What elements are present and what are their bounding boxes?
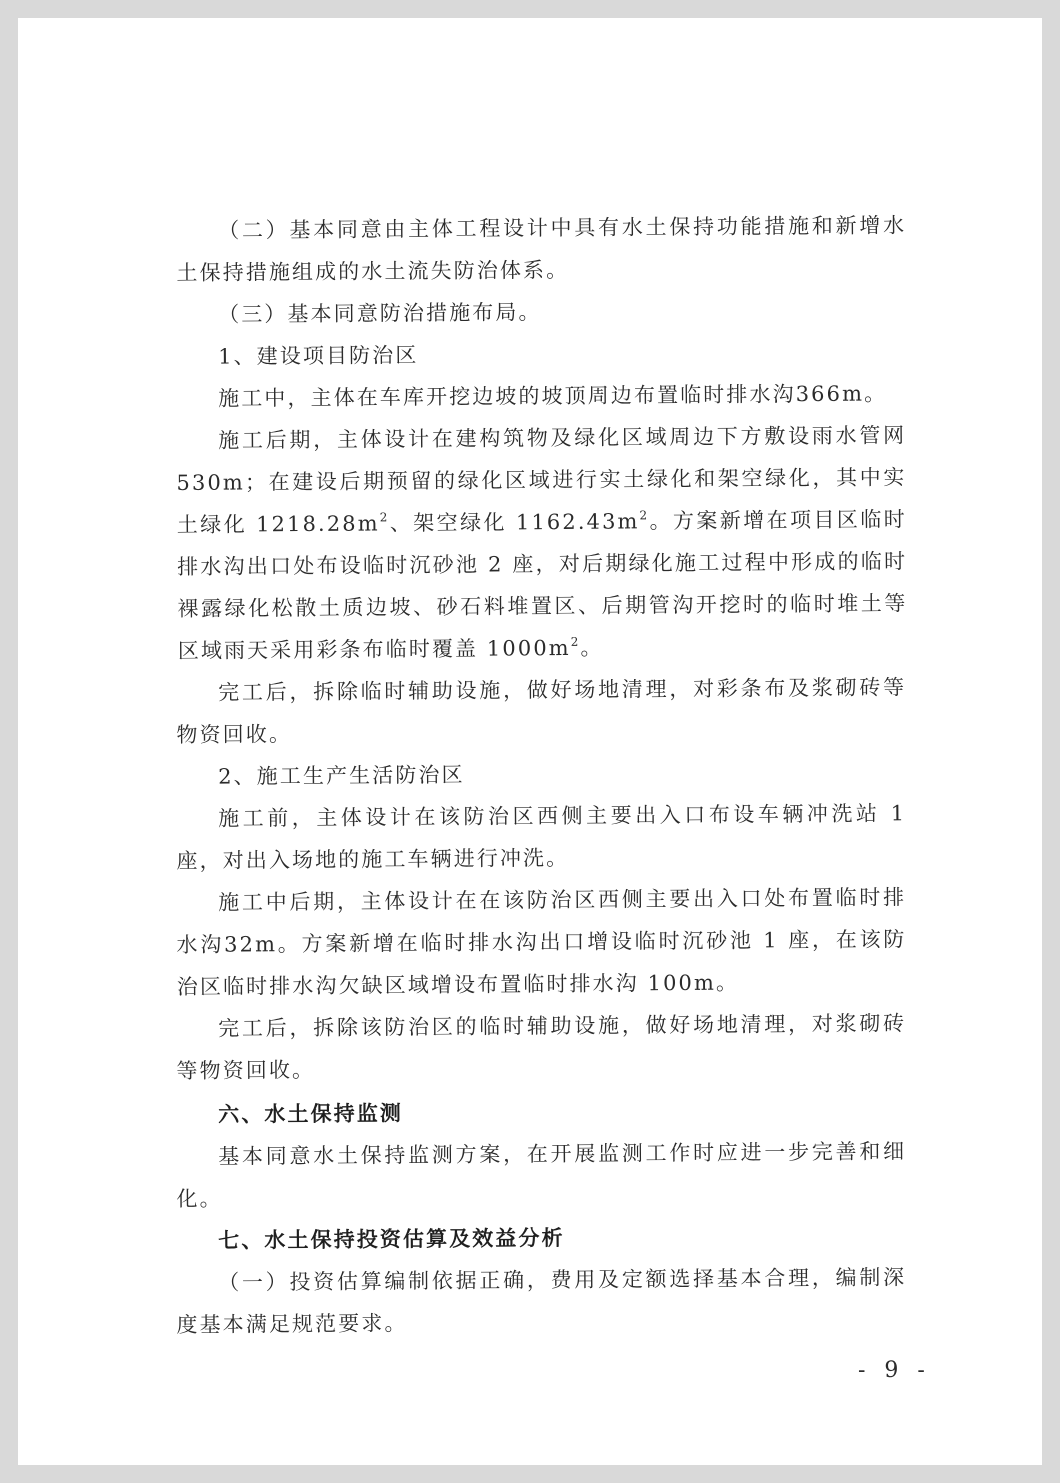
subheading-construction-zone: 1、建设项目防治区 bbox=[218, 343, 419, 369]
paragraph-layout: （三）基本同意防治措施布局。 bbox=[218, 300, 542, 327]
section-heading-investment: 七、水土保持投资估算及效益分析 bbox=[218, 1224, 565, 1253]
paragraph-completion-1: 完工后，拆除临时辅助设施，做好场地清理，对彩条布及浆砌砖等物资回收。 bbox=[176, 675, 907, 747]
section-heading-monitoring: 六、水土保持监测 bbox=[218, 1100, 404, 1127]
paragraph-late-construction bbox=[176, 414, 908, 672]
paragraph-during-construction: 施工中，主体在车库开挖边坡的坡顶周边布置临时排水沟366m。 bbox=[218, 381, 888, 411]
document-body bbox=[176, 210, 906, 1346]
paragraph-investment: （一）投资估算编制依据正确，费用及定额选择基本合理，编制深度基本满足规范要求。 bbox=[176, 1265, 907, 1337]
text-segment: 。 bbox=[580, 635, 604, 660]
superscript: 2 bbox=[639, 508, 650, 523]
paragraph-system: （二）基本同意由主体工程设计中具有水土保持功能措施和新增水土保持措施组成的水土流失防治体系。 bbox=[176, 213, 907, 285]
text-segment: 施工后期，主体设计在建构筑物及绿化区域周边下方敷设雨水管网530m；在建设后期预留的绿化区域进行实土绿化和架空绿化，其中实土绿化 1218.28m bbox=[176, 423, 907, 537]
text-segment: 。方案新增在项目区临时排水沟出口处布设临时沉砂池 2 座，对后期绿化施工过程中形成的临时裸露绿化松散土质边坡、砂石料堆置区、后期管沟开挖时的临时堆土等区域雨天采用彩条布临时覆盖 1000m bbox=[177, 507, 908, 663]
document-page bbox=[18, 18, 1042, 1465]
paragraph-completion-2: 完工后，拆除该防治区的临时辅助设施，做好场地清理，对浆砌砖等物资回收。 bbox=[176, 1011, 907, 1083]
paragraph-before-construction: 施工前，主体设计在该防治区西侧主要出入口布设车辆冲洗站 1 座，对出入场地的施工车辆进行冲洗。 bbox=[176, 801, 907, 873]
superscript: 2 bbox=[570, 634, 581, 649]
text-segment: 、架空绿化 1162.43m bbox=[389, 509, 640, 536]
subheading-living-zone: 2、施工生产生活防治区 bbox=[218, 762, 465, 789]
paragraph-monitoring: 基本同意水土保持监测方案，在开展监测工作时应进一步完善和细化。 bbox=[176, 1139, 907, 1211]
superscript: 2 bbox=[379, 510, 390, 525]
paragraph-mid-late-construction: 施工中后期，主体设计在在该防治区西侧主要出入口处布置临时排水沟32m。方案新增在临时排水沟出口增设临时沉砂池 1 座，在该防治区临时排水沟欠缺区域增设布置临时排水沟 100m。 bbox=[176, 885, 907, 999]
page-number: - 9 - bbox=[858, 1358, 931, 1383]
